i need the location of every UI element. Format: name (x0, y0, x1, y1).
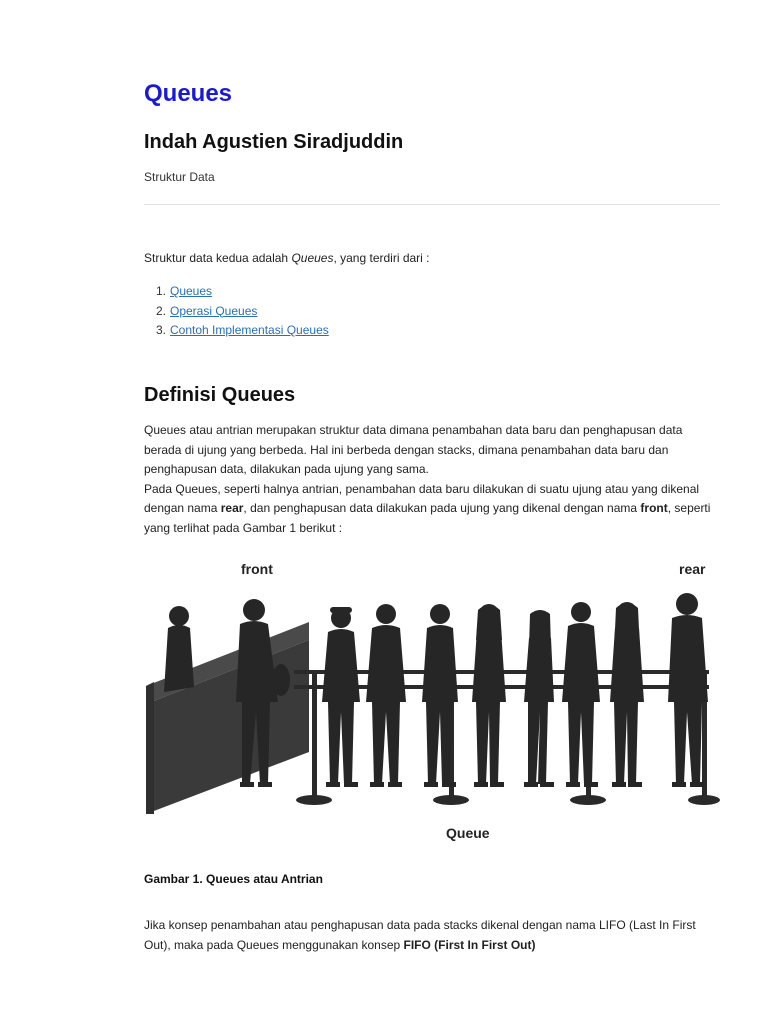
keyword-rear: rear (220, 501, 244, 515)
header-divider (144, 204, 720, 205)
figure-label-rear: rear (679, 561, 706, 577)
definition-paragraph-1: Queues atau antrian merupakan struktur data dimana penambahan data baru dan penghapusan data berada di ujung yang berbeda. Hal ini berbeda dengan stacks, dimana penambahan data baru dan penghapusan data, dilakukan pada ujung yang sama. (144, 423, 683, 476)
definition-paragraph-2 (144, 480, 720, 539)
keyword-front: front (640, 501, 668, 515)
closing-part-a: Jika konsep penambahan atau penghapusan data pada stacks dikenal dengan nama LIFO (Last In First Out), maka pada Queues menggunakan konsep (144, 918, 696, 952)
toc-number: 2. (156, 303, 167, 318)
toc-item (144, 321, 329, 341)
p2-part-a: Pada Queues, seperti halnya antrian, penambahan data baru dilakukan di suatu ujung atau yang dikenal dengan nama (144, 481, 700, 515)
category-label: Struktur Data (144, 170, 215, 184)
toc-link-queues[interactable]: Queues (170, 284, 213, 298)
author-name: Indah Agustien Siradjuddin (144, 131, 404, 153)
intro-before: Struktur data kedua adalah (144, 251, 292, 265)
toc-item (144, 302, 329, 322)
toc-item (144, 282, 329, 302)
figure-label-queue: Queue (446, 825, 490, 841)
people-silhouettes (164, 593, 708, 787)
document-title: Queues (144, 80, 233, 107)
keyword-fifo: FIFO (First In First Out) (403, 937, 536, 952)
toc-number: 1. (156, 284, 167, 298)
closing-paragraph (144, 916, 720, 955)
section-heading: Definisi Queues (144, 384, 296, 406)
toc-number: 3. (156, 323, 167, 337)
intro-text (144, 250, 430, 266)
figure-caption: Gambar 1. Queues atau Antrian (144, 872, 323, 886)
intro-italic: Queues (291, 251, 334, 265)
queue-illustration (144, 552, 722, 848)
toc-link-contoh-implementasi[interactable]: Contoh Implementasi Queues (170, 323, 329, 337)
p2-part-e: , seperti yang terlihat pada Gambar 1 berikut : (144, 501, 711, 535)
table-of-contents (144, 282, 329, 341)
toc-link-operasi-queues[interactable]: Operasi Queues (170, 303, 258, 318)
intro-after: , yang terdiri dari : (333, 251, 430, 265)
p2-part-c: , dan penghapusan data dilakukan pada ujung yang dikenal dengan nama (243, 501, 641, 515)
figure-label-front: front (241, 561, 273, 577)
